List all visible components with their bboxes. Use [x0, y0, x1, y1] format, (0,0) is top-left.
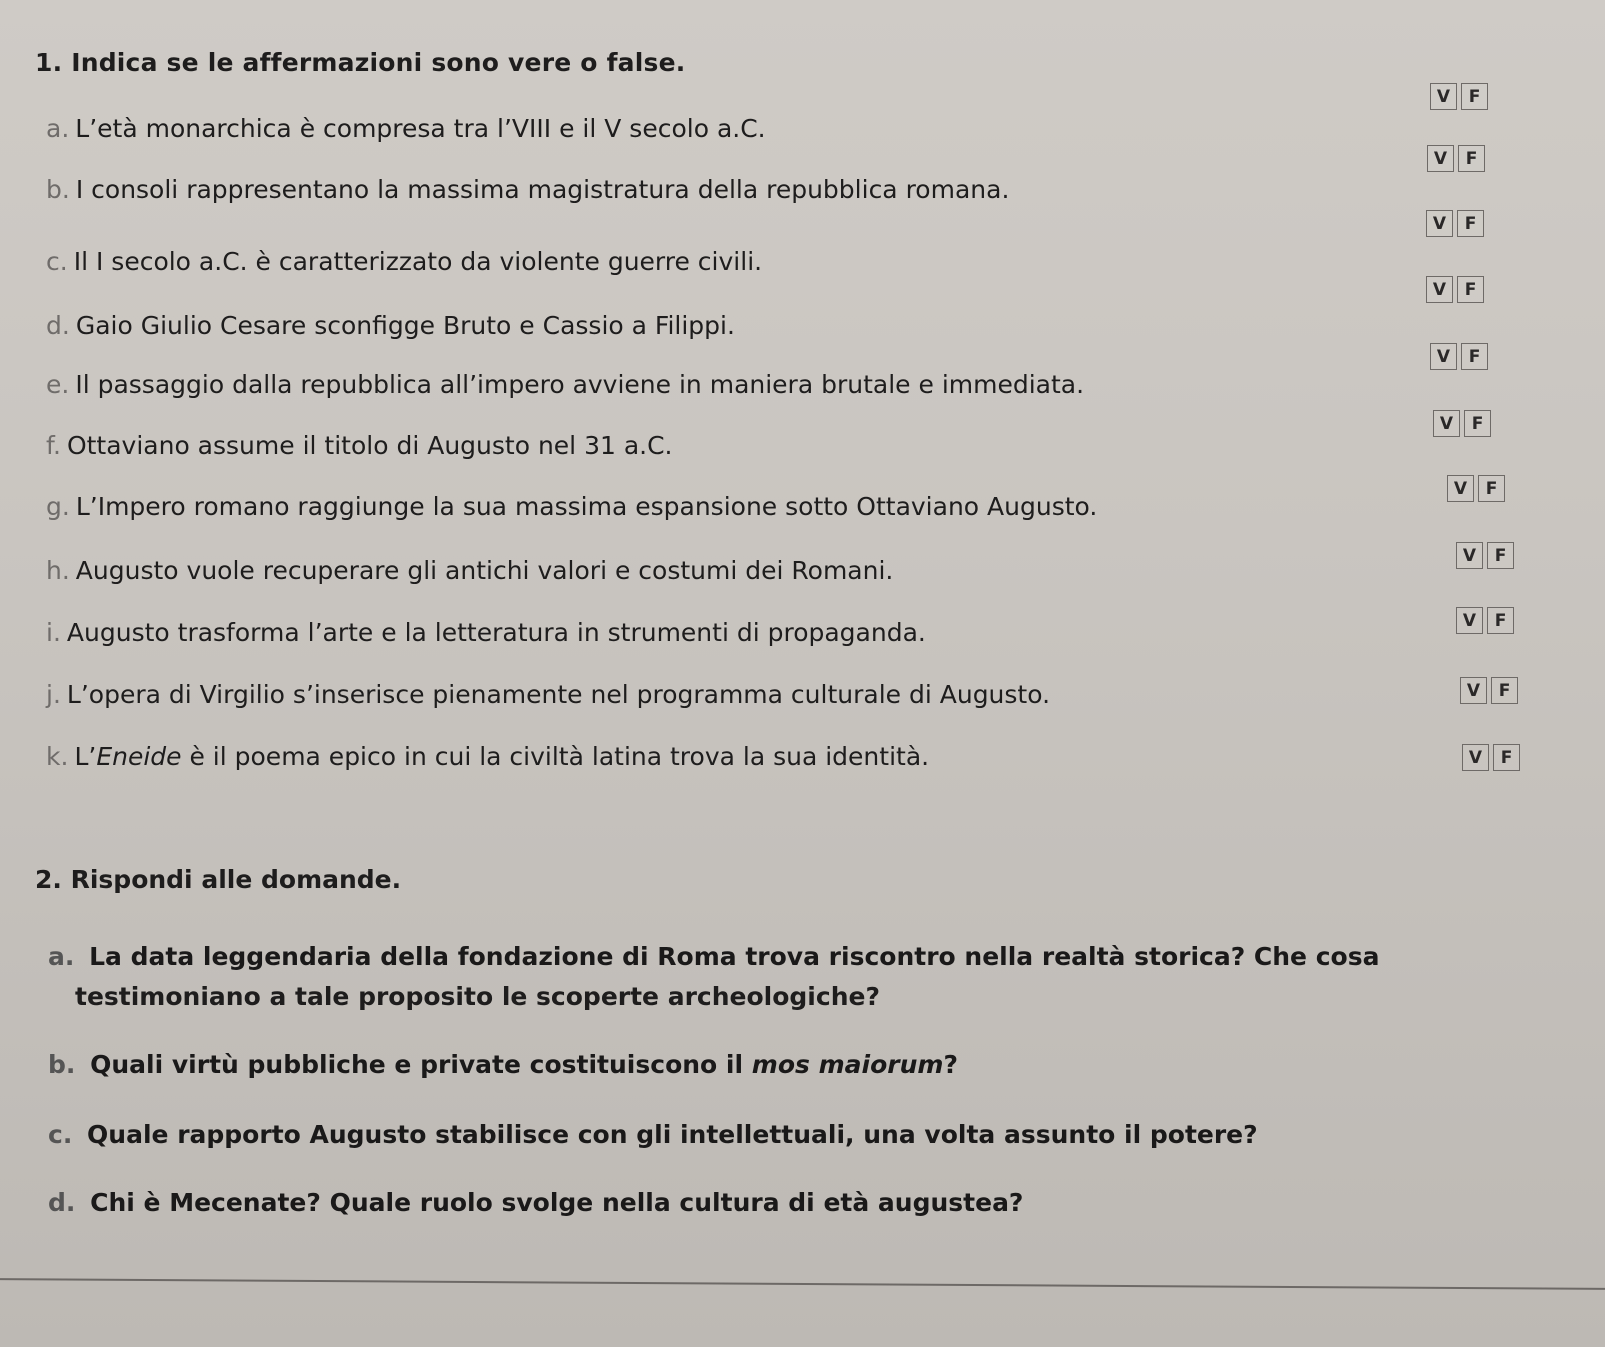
vf-boxes-e — [1430, 343, 1488, 370]
vf-boxes-k — [1462, 744, 1520, 771]
true-checkbox[interactable]: V — [1456, 542, 1483, 569]
question-text-line1: La data leggendaria della fondazione di Roma trova riscontro nella realtà storica? Che cosa — [89, 942, 1380, 971]
true-checkbox[interactable]: V — [1456, 607, 1483, 634]
statement-text: Augusto trasforma l’arte e la letteratura in strumenti di propaganda. — [66, 618, 926, 647]
statement-g — [46, 492, 1097, 521]
exercise-2-title: 2. Rispondi alle domande. — [35, 865, 402, 894]
question-a-line2: testimoniano a tale proposito le scoperte archeologiche? — [75, 982, 880, 1011]
false-checkbox[interactable]: F — [1491, 677, 1518, 704]
statement-a — [46, 114, 766, 143]
statement-text: Ottaviano assume il titolo di Augusto nel 31 a.C. — [66, 431, 673, 460]
false-checkbox[interactable]: F — [1461, 343, 1488, 370]
true-checkbox[interactable]: V — [1460, 677, 1487, 704]
vf-boxes-j — [1460, 677, 1518, 704]
statement-letter: g. — [46, 492, 70, 521]
vf-boxes-d — [1426, 276, 1484, 303]
statement-f — [46, 431, 673, 460]
statement-e — [46, 370, 1084, 399]
question-text: Quale rapporto Augusto stabilisce con gli intellettuali, una volta assunto il potere? — [87, 1120, 1258, 1149]
statement-letter: k. — [46, 742, 69, 771]
false-checkbox[interactable]: F — [1487, 542, 1514, 569]
vf-boxes-f — [1433, 410, 1491, 437]
statement-italic-title: Eneide — [96, 742, 182, 771]
statement-text: Gaio Giulio Cesare sconfigge Bruto e Cassio a Filippi. — [75, 311, 735, 340]
question-c — [48, 1120, 1258, 1149]
statement-b — [46, 175, 1009, 204]
statement-letter: f. — [46, 431, 61, 460]
question-italic-term: mos maiorum — [751, 1050, 944, 1079]
vf-boxes-h — [1456, 542, 1514, 569]
question-letter: d. — [48, 1188, 76, 1217]
statement-text-after: è il poema epico in cui la civiltà latina trova la sua identità. — [181, 742, 930, 771]
question-text-before: Quali virtù pubbliche e private costituiscono il — [90, 1050, 752, 1079]
statement-letter: b. — [46, 175, 70, 204]
question-letter: a. — [48, 942, 75, 971]
false-checkbox[interactable]: F — [1478, 475, 1505, 502]
true-checkbox[interactable]: V — [1427, 145, 1454, 172]
statement-text-before: L’ — [74, 742, 97, 771]
false-checkbox[interactable]: F — [1458, 145, 1485, 172]
statement-text: Il I secolo a.C. è caratterizzato da violente guerre civili. — [73, 247, 763, 276]
false-checkbox[interactable]: F — [1457, 276, 1484, 303]
statement-letter: a. — [46, 114, 70, 143]
question-b — [48, 1050, 958, 1079]
statement-text: L’Impero romano raggiunge la sua massima espansione sotto Ottaviano Augusto. — [75, 492, 1098, 521]
false-checkbox[interactable]: F — [1464, 410, 1491, 437]
true-checkbox[interactable]: V — [1426, 210, 1453, 237]
false-checkbox[interactable]: F — [1457, 210, 1484, 237]
false-checkbox[interactable]: F — [1493, 744, 1520, 771]
statement-text: I consoli rappresentano la massima magistratura della repubblica romana. — [75, 175, 1010, 204]
true-checkbox[interactable]: V — [1430, 83, 1457, 110]
statement-letter: c. — [46, 247, 68, 276]
vf-boxes-i — [1456, 607, 1514, 634]
statement-k — [46, 742, 929, 771]
true-checkbox[interactable]: V — [1430, 343, 1457, 370]
true-checkbox[interactable]: V — [1447, 475, 1474, 502]
true-checkbox[interactable]: V — [1462, 744, 1489, 771]
vf-boxes-b — [1427, 145, 1485, 172]
question-text-after: ? — [943, 1050, 958, 1079]
statement-text: Il passaggio dalla repubblica all’impero avviene in maniera brutale e immediata. — [75, 370, 1085, 399]
question-text: Chi è Mecenate? Quale ruolo svolge nella cultura di età augustea? — [90, 1188, 1024, 1217]
true-checkbox[interactable]: V — [1433, 410, 1460, 437]
false-checkbox[interactable]: F — [1461, 83, 1488, 110]
vf-boxes-a — [1430, 83, 1488, 110]
statement-text: Augusto vuole recuperare gli antichi valori e costumi dei Romani. — [75, 556, 894, 585]
statement-j — [46, 680, 1050, 709]
statement-h — [46, 556, 893, 585]
statement-c — [46, 247, 762, 276]
question-a — [48, 942, 1379, 971]
statement-i — [46, 618, 926, 647]
vf-boxes-c — [1426, 210, 1484, 237]
question-d — [48, 1188, 1023, 1217]
question-letter: b. — [48, 1050, 76, 1079]
answer-line — [0, 1278, 1605, 1290]
exercise-1-title: 1. Indica se le affermazioni sono vere o false. — [35, 48, 686, 77]
true-checkbox[interactable]: V — [1426, 276, 1453, 303]
statement-d — [46, 311, 735, 340]
question-letter: c. — [48, 1120, 73, 1149]
statement-letter: d. — [46, 311, 70, 340]
statement-letter: i. — [46, 618, 61, 647]
statement-text: L’opera di Virgilio s’inserisce pienamente nel programma culturale di Augusto. — [66, 680, 1051, 709]
statement-letter: h. — [46, 556, 70, 585]
statement-text: L’età monarchica è compresa tra l’VIII e il V secolo a.C. — [75, 114, 766, 143]
false-checkbox[interactable]: F — [1487, 607, 1514, 634]
vf-boxes-g — [1447, 475, 1505, 502]
statement-letter: j. — [46, 680, 61, 709]
statement-letter: e. — [46, 370, 70, 399]
